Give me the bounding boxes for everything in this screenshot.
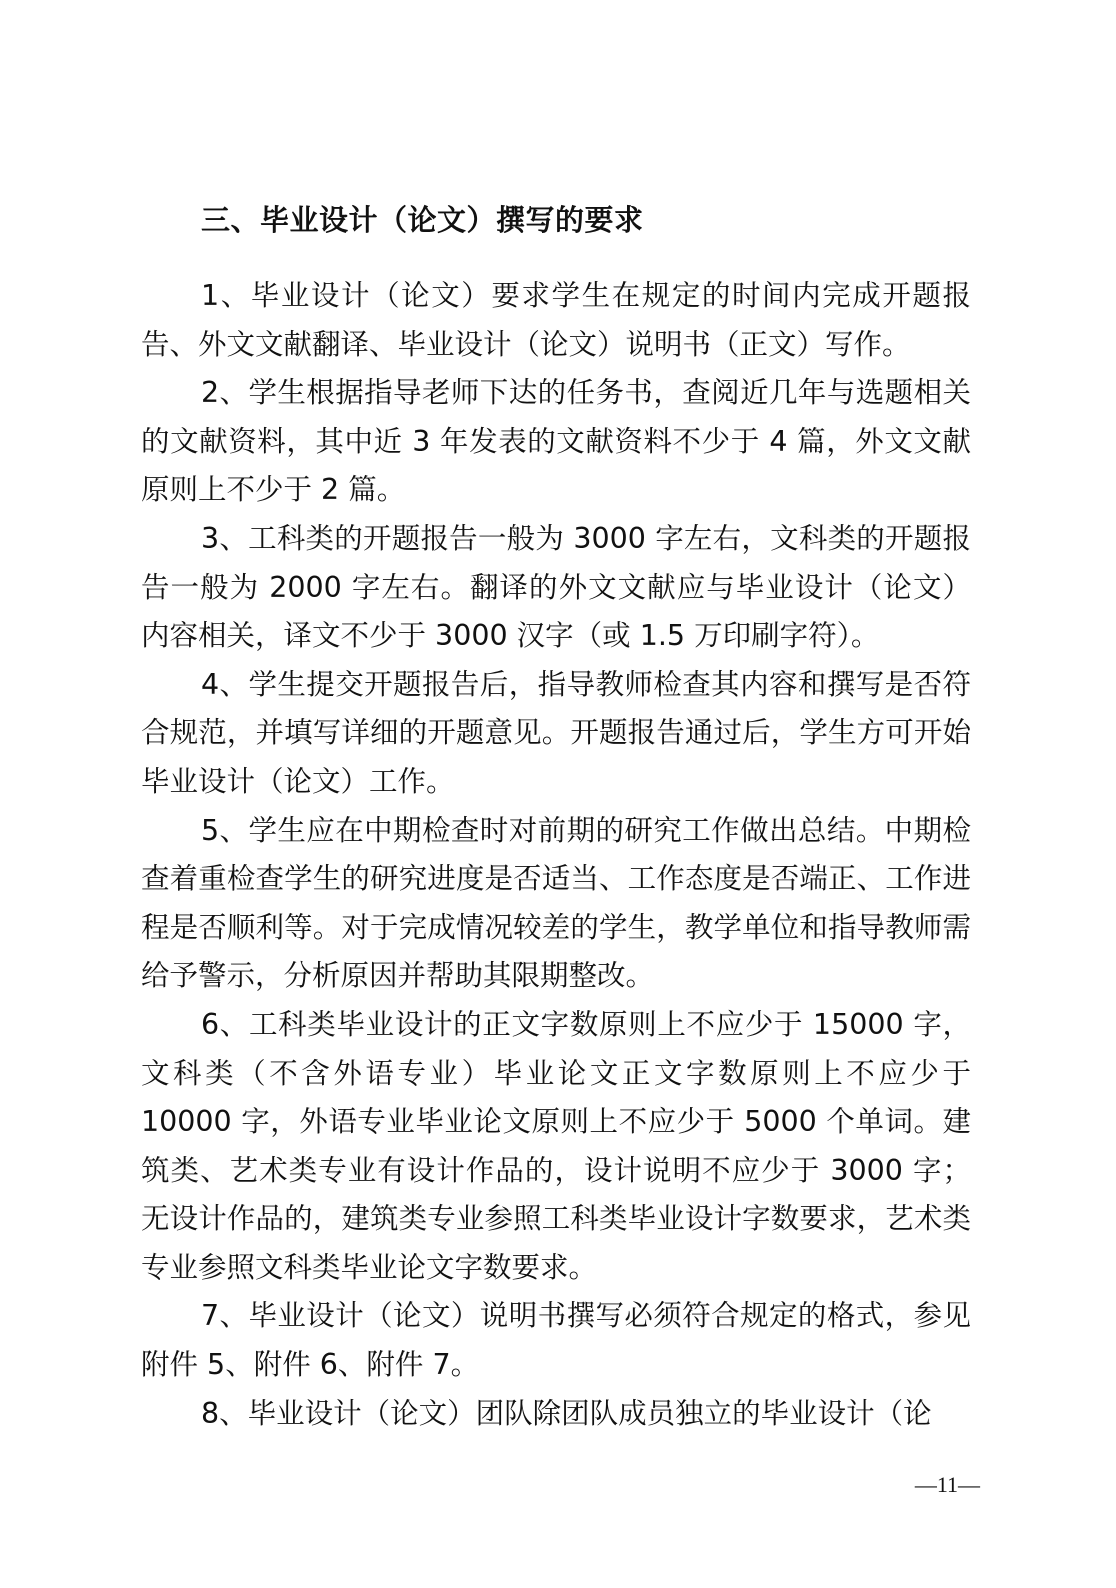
paragraph-5: 5、学生应在中期检查时对前期的研究工作做出总结。中期检查着重检查学生的研究进度是否适当、工作态度是否端正、工作进程是否顺利等。对于完成情况较差的学生，教学单位和指导教师需给予警示，分析原因并帮助其限期整改。 [141, 813, 971, 993]
paragraph-3: 3、工科类的开题报告一般为 3000 字左右，文科类的开题报告一般为 2000 字左右。翻译的外文文献应与毕业设计（论文）内容相关，译文不少于 3000 汉字（或 1.5 万印刷字符）。 [141, 521, 971, 653]
paragraph-7: 7、毕业设计（论文）说明书撰写必须符合规定的格式，参见附件 5、附件 6、附件 7。 [141, 1299, 971, 1382]
page-body [141, 196, 971, 1438]
paragraph-2: 2、学生根据指导老师下达的任务书，查阅近几年与选题相关的文献资料，其中近 3 年发表的文献资料不少于 4 篇，外文文献原则上不少于 2 篇。 [141, 376, 971, 507]
paragraph-6: 6、工科类毕业设计的正文字数原则上不应少于 15000 字，文科类（不含外语专业）毕业论文正文字数原则上不应少于 10000 字，外语专业毕业论文原则上不应少于 5000 个单词。建筑类、艺术类专业有设计作品的，设计说明不应少于 3000 字；无设计作品的，建筑类专业参照工科类毕业设计字数要求，艺术类专业参照文科类毕业论文字数要求。 [141, 1007, 971, 1284]
paragraph-1: 1、毕业设计（论文）要求学生在规定的时间内完成开题报告、外文文献翻译、毕业设计（论文）说明书（正文）写作。 [141, 279, 971, 361]
page-number: —11— [914, 1472, 980, 1497]
section-heading: 三、毕业设计（论文）撰写的要求 [201, 203, 644, 237]
paragraph-4: 4、学生提交开题报告后，指导教师检查其内容和撰写是否符合规范，并填写详细的开题意见。开题报告通过后，学生方可开始毕业设计（论文）工作。 [141, 667, 971, 798]
paragraph-8: 8、毕业设计（论文）团队除团队成员独立的毕业设计（论 [201, 1396, 932, 1430]
